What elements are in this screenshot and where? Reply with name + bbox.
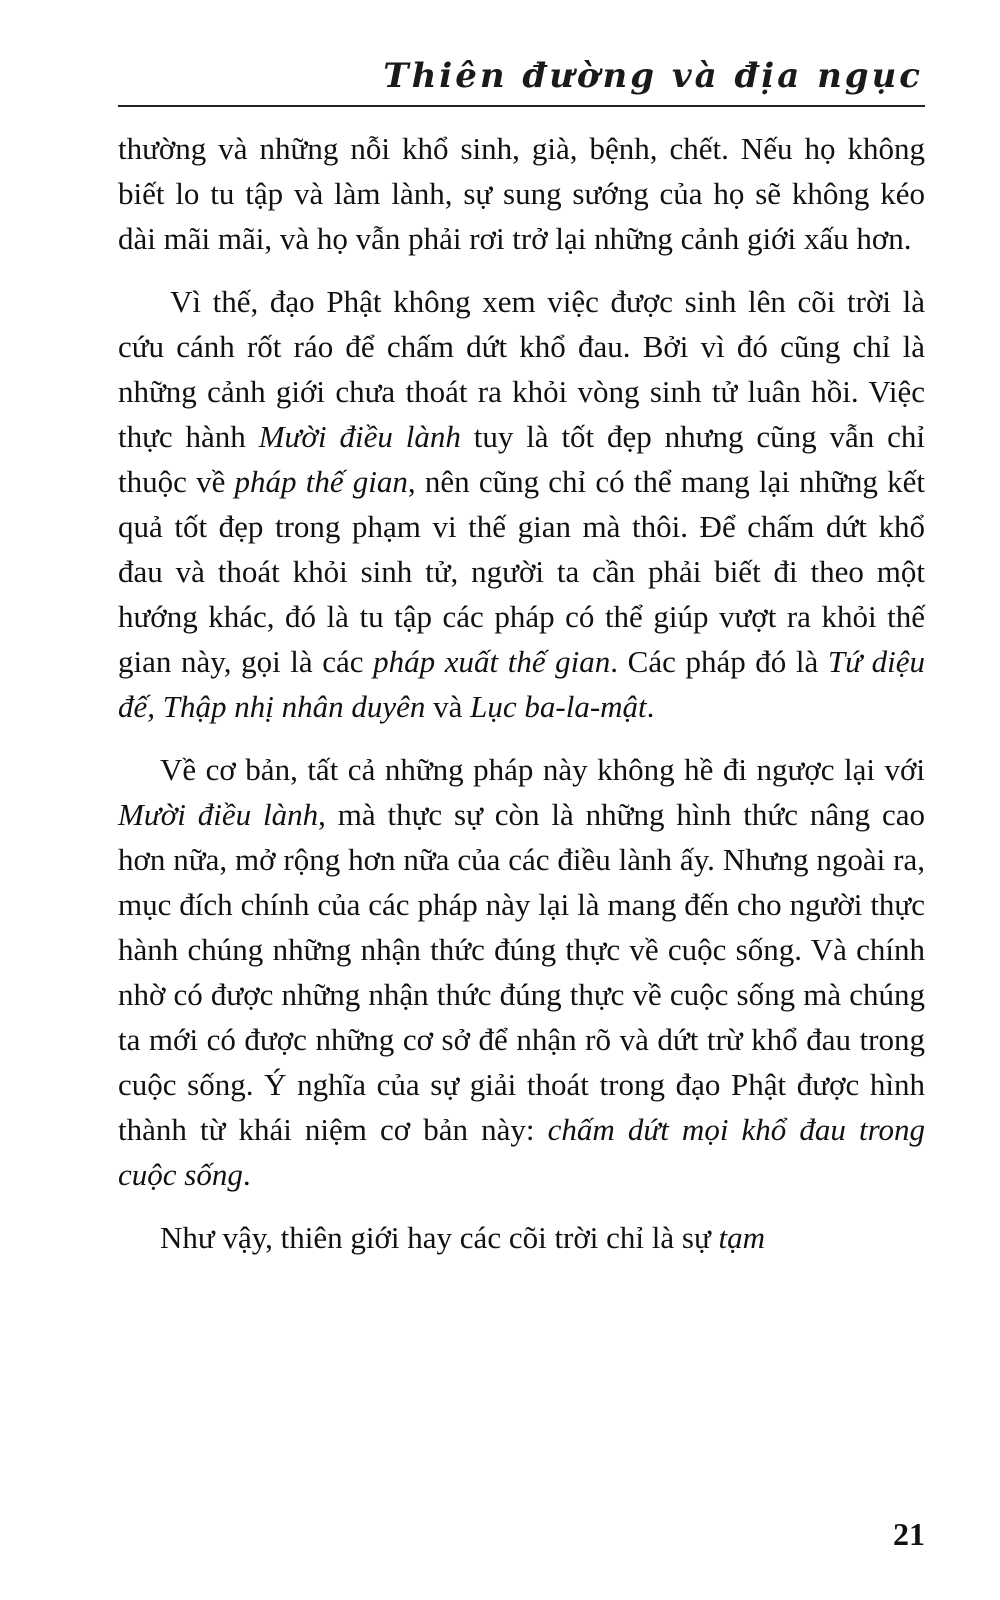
italic-term: Mười điều lành [258, 419, 461, 454]
text-segment: , nên cũng chỉ có thể mang lại những kết quả tốt đẹp trong phạm vi thế gian mà thôi. Để chấm dứt khổ đau và thoát khỏi sinh tử, người ta cần phải biết đi theo một hướng khác, đó là tu tập các pháp có thể giúp vượt ra khỏi thế gian này, gọi là các [118, 464, 925, 679]
paragraph-1 [118, 126, 925, 261]
italic-term: Tứ diệu đế, Thập nhị nhân duyên [118, 644, 925, 724]
text-segment: Vì thế, đạo Phật không xem việc được sinh lên cõi trời là cứu cánh rốt ráo để chấm dứt khổ đau. Bởi vì đó cũng chỉ là những cảnh giới chưa thoát ra khỏi vòng sinh tử luân hồi. Việc thực hành [118, 284, 925, 454]
text-segment: tuy là tốt đẹp nhưng cũng vẫn chỉ thuộc về [118, 419, 926, 499]
italic-term: pháp xuất thế gian [373, 644, 611, 679]
text-segment: Về cơ bản, tất cả những pháp này không hề đi ngược lại với [160, 752, 925, 787]
italic-term: Lục ba-la-mật [470, 689, 647, 724]
text-segment: thường và những nỗi khổ sinh, già, bệnh, chết. Nếu họ không biết lo tu tập và làm lành, sự sung sướng của họ sẽ không kéo dài mãi mãi, và họ vẫn phải rơi trở lại những cảnh giới xấu hơn. [118, 131, 925, 256]
running-header [118, 50, 925, 107]
text-segment: và [425, 689, 471, 724]
paragraph-4 [118, 1215, 925, 1260]
italic-term: chấm dứt mọi khổ đau trong cuộc sống [118, 1112, 925, 1192]
italic-term: tạm [718, 1220, 765, 1255]
text-segment: , mà thực sự còn là những hình thức nâng cao hơn nữa, mở rộng hơn nữa của các điều lành ấy. Nhưng ngoài ra, mục đích chính của các pháp này lại là mang đến cho người thực hành chúng những nhận thức đúng thực về cuộc sống. Và chính nhờ có được những nhận thức đúng thực về cuộc sống mà chúng ta mới có được những cơ sở để nhận rõ và dứt trừ khổ đau trong cuộc sống. Ý nghĩa của sự giải thoát trong đạo Phật được hình thành từ khái niệm cơ bản này: [118, 797, 925, 1147]
italic-term: pháp thế gian [234, 464, 408, 499]
running-title: Thiên đường và địa ngục [383, 56, 923, 96]
text-segment: . [242, 1157, 251, 1192]
paragraph-3 [118, 747, 925, 1197]
text-segment: . [646, 689, 655, 724]
text-segment: . Các pháp đó là [610, 644, 828, 679]
italic-term: Mười điều lành [118, 797, 319, 832]
page-number: 21 [893, 1516, 925, 1552]
body-text [118, 126, 925, 1260]
text-segment: Như vậy, thiên giới hay các cõi trời chỉ là sự [160, 1220, 719, 1255]
paragraph-2 [118, 279, 925, 729]
